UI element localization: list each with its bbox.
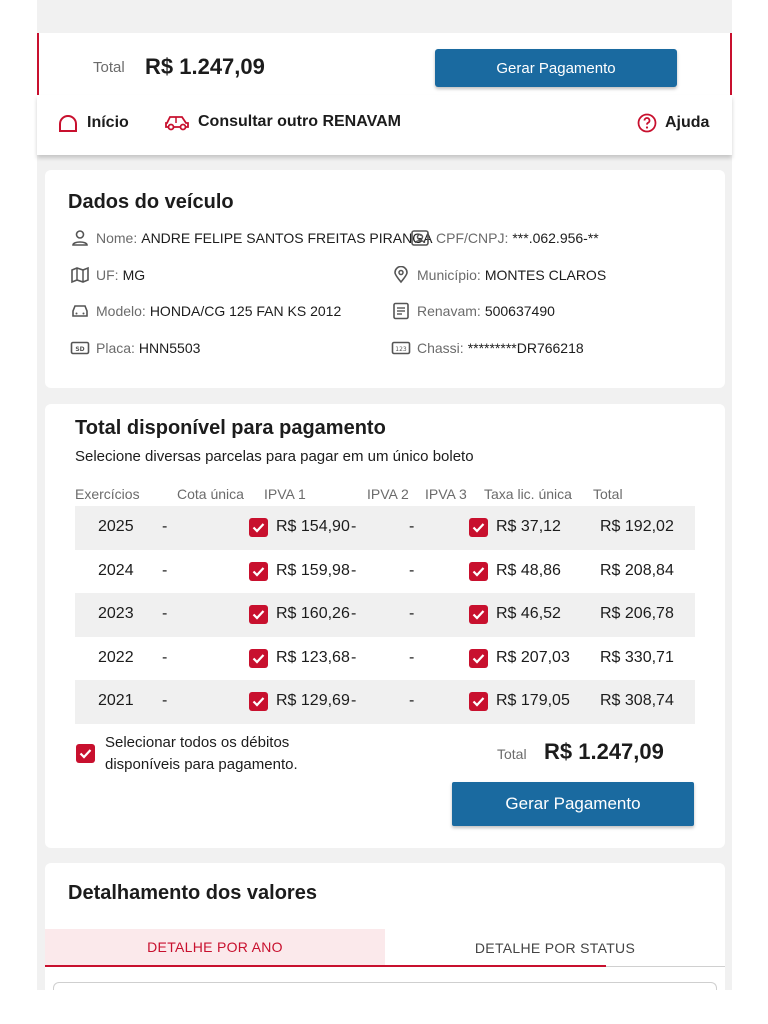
select-all-label-line2: disponíveis para pagamento.	[105, 756, 298, 773]
details-card-title: Detalhamento dos valores	[68, 882, 317, 904]
column-header-ipva2: IPVA 2	[367, 486, 409, 502]
ipva1-checkbox[interactable]	[249, 562, 268, 581]
svg-text:123: 123	[395, 346, 407, 353]
table-row	[75, 637, 695, 681]
row-year: 2025	[98, 518, 134, 535]
nav-consult-label: Consultar outro RENAVAM	[198, 113, 401, 130]
details-card	[45, 863, 725, 993]
row-ipva2: -	[351, 649, 357, 666]
row-ipva2: -	[351, 562, 357, 579]
uf-label: UF:	[96, 267, 119, 283]
row-cota: -	[162, 649, 168, 666]
vehicle-data-card	[45, 170, 725, 388]
row-ipva3: -	[409, 605, 415, 622]
taxa-checkbox[interactable]	[469, 562, 488, 581]
row-ipva1: R$ 160,26	[276, 605, 350, 622]
row-ipva3: -	[409, 649, 415, 666]
row-ipva3: -	[409, 692, 415, 709]
vehicle-name-field	[70, 229, 432, 247]
check-icon	[472, 522, 485, 533]
row-total: R$ 206,78	[600, 605, 674, 622]
car-front-icon	[70, 302, 90, 320]
nav-help-label: Ajuda	[665, 114, 710, 131]
id-badge-icon	[410, 229, 430, 247]
check-icon	[252, 609, 265, 620]
ipva1-checkbox[interactable]	[249, 692, 268, 711]
payment-card-title: Total disponível para pagamento	[75, 417, 386, 439]
check-icon	[472, 609, 485, 620]
taxa-checkbox[interactable]	[469, 518, 488, 537]
column-header-taxa: Taxa lic. única	[484, 486, 572, 502]
row-ipva1: R$ 123,68	[276, 649, 350, 666]
taxa-checkbox[interactable]	[469, 692, 488, 711]
select-all-label-line1: Selecionar todos os débitos	[105, 734, 290, 751]
cpf-label: CPF/CNPJ:	[436, 230, 509, 246]
row-taxa: R$ 48,86	[496, 562, 561, 579]
row-cota: -	[162, 605, 168, 622]
chassi-label: Chassi:	[417, 340, 464, 356]
row-ipva1: R$ 159,98	[276, 562, 350, 579]
license-plate-icon	[70, 339, 90, 357]
vehicle-renavam-field	[391, 302, 555, 320]
vehicle-placa-field	[70, 339, 200, 357]
document-icon	[391, 302, 411, 320]
row-total: R$ 192,02	[600, 518, 674, 535]
renavam-value: 500637490	[484, 303, 555, 319]
vehicle-municipio-field	[391, 266, 606, 284]
sticky-total-value: R$ 1.247,09	[145, 54, 265, 79]
chassi-value: *********DR766218	[467, 340, 584, 356]
row-year: 2023	[98, 605, 134, 622]
map-icon	[70, 266, 90, 284]
nome-value: ANDRE FELIPE SANTOS FREITAS PIRANGA	[141, 230, 433, 246]
ipva1-checkbox[interactable]	[249, 649, 268, 668]
vehicle-card-title: Dados do veículo	[68, 191, 234, 213]
car-icon	[164, 113, 190, 131]
check-icon	[472, 696, 485, 707]
select-all-checkbox[interactable]	[76, 744, 95, 763]
payment-card	[45, 404, 725, 848]
row-total: R$ 208,84	[600, 562, 674, 579]
payment-card-subtitle: Selecione diversas parcelas para pagar em um único boleto	[75, 448, 474, 465]
check-icon	[252, 566, 265, 577]
uf-value: MG	[122, 267, 146, 283]
check-icon	[79, 748, 92, 759]
check-icon	[472, 653, 485, 664]
taxa-checkbox[interactable]	[469, 649, 488, 668]
taxa-checkbox[interactable]	[469, 605, 488, 624]
numbers-icon	[391, 339, 411, 357]
vehicle-chassi-field	[391, 339, 584, 357]
renavam-label: Renavam:	[417, 303, 481, 319]
row-ipva2: -	[351, 518, 357, 535]
row-taxa: R$ 37,12	[496, 518, 561, 535]
municipio-label: Município:	[417, 267, 481, 283]
row-ipva1: R$ 129,69	[276, 692, 350, 709]
payment-total-label: Total	[497, 746, 527, 762]
home-icon	[57, 113, 79, 133]
modelo-label: Modelo:	[96, 303, 146, 319]
sticky-total-label: Total	[93, 59, 125, 76]
check-icon	[252, 696, 265, 707]
placa-value: HNN5503	[138, 340, 201, 356]
vehicle-cpf-field	[410, 229, 599, 247]
row-ipva3: -	[409, 518, 415, 535]
row-cota: -	[162, 692, 168, 709]
table-row	[75, 680, 695, 724]
sticky-total-bar	[37, 33, 732, 95]
table-row	[75, 506, 695, 550]
placa-label: Placa:	[96, 340, 135, 356]
generate-payment-button[interactable]: Gerar Pagamento	[452, 782, 694, 826]
person-icon	[70, 229, 90, 247]
table-row	[75, 550, 695, 594]
row-year: 2021	[98, 692, 134, 709]
navigation-bar	[37, 95, 732, 155]
nav-help-link[interactable]	[637, 113, 709, 133]
column-header-ipva3: IPVA 3	[425, 486, 467, 502]
check-icon	[252, 653, 265, 664]
bottom-spacer	[0, 990, 768, 1024]
row-total: R$ 308,74	[600, 692, 674, 709]
row-taxa: R$ 179,05	[496, 692, 570, 709]
location-pin-icon	[391, 266, 411, 284]
payment-total-value: R$ 1.247,09	[544, 739, 664, 764]
column-header-cota-unica: Cota única	[177, 486, 244, 502]
table-row	[75, 593, 695, 637]
column-header-exercicios: Exercícios	[75, 486, 140, 502]
municipio-value: MONTES CLAROS	[484, 267, 607, 283]
row-ipva2: -	[351, 605, 357, 622]
row-taxa: R$ 207,03	[496, 649, 570, 666]
row-taxa: R$ 46,52	[496, 605, 561, 622]
row-ipva3: -	[409, 562, 415, 579]
tab-detail-by-status[interactable]: DETALHE POR STATUS	[474, 940, 636, 956]
row-ipva1: R$ 154,90	[276, 518, 350, 535]
check-icon	[252, 522, 265, 533]
ipva1-checkbox[interactable]	[249, 518, 268, 537]
row-cota: -	[162, 562, 168, 579]
row-year: 2024	[98, 562, 134, 579]
select-all-label[interactable]	[105, 732, 298, 776]
svg-text:SD: SD	[75, 346, 85, 353]
help-icon	[637, 113, 657, 133]
row-ipva2: -	[351, 692, 357, 709]
row-year: 2022	[98, 649, 134, 666]
nav-home-label: Início	[87, 114, 129, 131]
nome-label: Nome:	[96, 230, 138, 246]
details-tabs	[45, 929, 725, 967]
check-icon	[472, 566, 485, 577]
sticky-generate-payment-button[interactable]: Gerar Pagamento	[435, 49, 677, 87]
ipva1-checkbox[interactable]	[249, 605, 268, 624]
nav-consult-renavam-link[interactable]	[164, 113, 401, 131]
modelo-value: HONDA/CG 125 FAN KS 2012	[149, 303, 342, 319]
vehicle-modelo-field	[70, 302, 341, 320]
column-header-total: Total	[593, 486, 623, 502]
nav-home-link[interactable]	[57, 113, 129, 133]
vehicle-uf-field	[70, 266, 145, 284]
tab-detail-by-year[interactable]: DETALHE POR ANO	[45, 929, 385, 967]
row-total: R$ 330,71	[600, 649, 674, 666]
row-cota: -	[162, 518, 168, 535]
column-header-ipva1: IPVA 1	[264, 486, 306, 502]
cpf-value: ***.062.956-**	[512, 230, 599, 246]
tab-indicator	[385, 965, 606, 967]
